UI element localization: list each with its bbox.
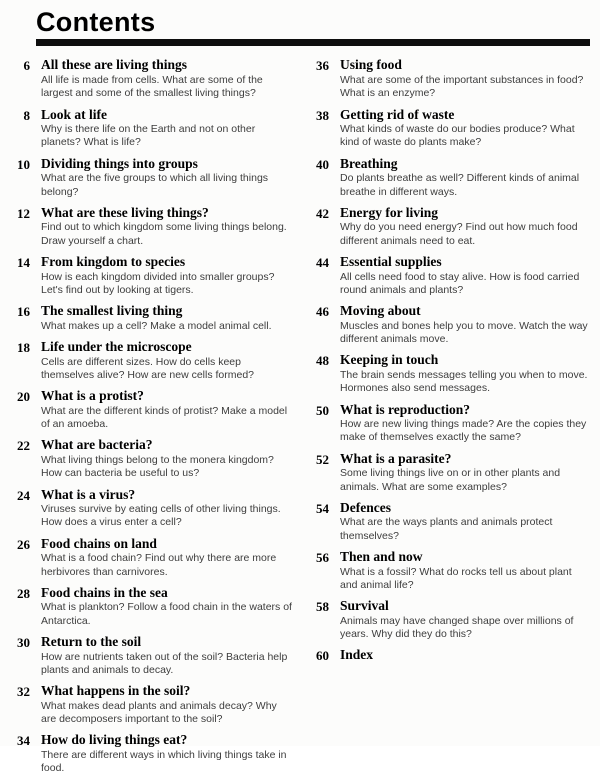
toc-entry-description: What are the different kinds of protist? Make a model of an amoeba. (41, 404, 288, 431)
toc-entry (8, 388, 293, 431)
toc-entry-description: What makes up a cell? Make a model animal cell. (41, 319, 272, 332)
toc-entry-body (41, 254, 293, 297)
toc-entry (8, 339, 293, 382)
toc-entry-description: What is a fossil? What do rocks tell us about plant and animal life? (340, 565, 572, 591)
toc-entry (8, 732, 293, 775)
toc-entry-body (340, 549, 592, 592)
toc-entry (8, 536, 293, 579)
contents-column-right (307, 57, 592, 781)
toc-entry-title: What are these living things? (41, 204, 209, 220)
toc-page-number: 60 (316, 648, 329, 664)
toc-page-number: 20 (17, 389, 30, 405)
toc-entry-body (41, 683, 293, 726)
toc-entry-description: What are the five groups to which all living things belong? (41, 172, 269, 198)
toc-page-number: 36 (316, 58, 329, 74)
toc-entry-title: Getting rid of waste (340, 106, 455, 122)
toc-entry-title: Moving about (340, 303, 421, 319)
toc-entry (8, 683, 293, 726)
toc-entry-body (340, 647, 592, 664)
toc-entry (307, 402, 592, 445)
toc-page-number: 28 (17, 585, 30, 601)
toc-entry-body (340, 402, 592, 445)
toc-entry-description: What kinds of waste do our bodies produce? What kind of waste do plants make? (340, 123, 575, 149)
toc-entry-description: Some living things live on or in other plants and animals. What are some examples? (340, 467, 561, 493)
toc-entry (8, 57, 293, 100)
toc-page-number: 46 (316, 304, 329, 320)
toc-page-number: 52 (316, 451, 329, 467)
toc-entry-description: The brain sends messages telling you when to move. Hormones also send messages. (340, 368, 588, 395)
toc-entry-title: How do living things eat? (41, 732, 188, 748)
toc-entry-description: What is plankton? Follow a food chain in the waters of Antarctica. (41, 601, 292, 627)
toc-entry-description: Why do you need energy? Find out how much food different animals need to eat. (340, 221, 578, 247)
toc-entry-title: Using food (340, 57, 402, 73)
toc-entry-body (41, 339, 293, 382)
toc-entry-description: Find out to which kingdom some living things belong. Draw yourself a chart. (41, 221, 287, 247)
contents-column-left (8, 57, 293, 781)
toc-page-number: 12 (17, 205, 30, 221)
toc-entry-body (340, 352, 592, 395)
toc-entry-title: The smallest living thing (41, 303, 183, 319)
toc-entry-body (41, 107, 293, 150)
toc-entry-description: Viruses survive by eating cells of other living things. How does a virus enter a cell? (41, 503, 281, 529)
toc-entry (307, 598, 592, 641)
toc-entry-description: What makes dead plants and animals decay? Why are decomposers important to the soil? (41, 699, 277, 726)
toc-entry-title: From kingdom to species (41, 254, 186, 270)
toc-entry (307, 500, 592, 543)
toc-entry-description: What is a food chain? Find out why there are more herbivores than carnivores. (41, 552, 277, 578)
toc-entry-title: Survival (340, 598, 389, 614)
toc-entry-description: There are different ways in which living things take in food. (41, 748, 287, 775)
toc-entry-body (41, 634, 293, 677)
toc-entry-body (41, 487, 293, 530)
toc-entry-body (340, 205, 592, 248)
toc-entry-title: Defences (340, 499, 391, 515)
toc-entry-title: What is reproduction? (340, 401, 471, 417)
toc-entry-title: What are bacteria? (41, 437, 153, 453)
toc-entry-body (340, 451, 592, 494)
toc-entry (307, 205, 592, 248)
toc-entry (307, 303, 592, 346)
toc-entry-body (41, 437, 293, 480)
toc-entry-body (41, 388, 293, 431)
toc-entry-body (340, 57, 592, 100)
toc-page-number: 32 (17, 684, 30, 700)
toc-entry-body (41, 57, 293, 100)
toc-entry-body (340, 107, 592, 150)
toc-page-number: 42 (316, 205, 329, 221)
toc-page-number: 22 (17, 438, 30, 454)
toc-entry-title: What happens in the soil? (41, 683, 191, 699)
toc-entry-title: What is a protist? (41, 388, 144, 404)
toc-entry-description: Why is there life on the Earth and not on other planets? What is life? (41, 123, 256, 149)
toc-entry-description: Cells are different sizes. How do cells keep themselves alive? How are new cells formed? (41, 355, 255, 381)
toc-entry-title: Return to the soil (41, 634, 142, 650)
toc-page-number: 58 (316, 599, 329, 615)
toc-entry-title: Index (340, 647, 374, 663)
toc-entry (8, 585, 293, 628)
toc-page-number: 34 (17, 733, 30, 749)
toc-page-number: 30 (17, 635, 30, 651)
toc-entry-body (41, 536, 293, 579)
toc-entry-title: Then and now (340, 549, 423, 565)
page-header (36, 8, 590, 46)
toc-entry-title: Look at life (41, 106, 107, 122)
toc-entry-body (340, 254, 592, 297)
toc-entry (8, 205, 293, 248)
toc-entry-description: All cells need food to stay alive. How is food carried round animals and plants? (340, 270, 580, 296)
toc-entry-title: All these are living things (41, 57, 188, 73)
toc-page-number: 26 (17, 536, 30, 552)
toc-entry-description: How are new living things made? Are the copies they make of themselves exactly the same? (340, 418, 587, 444)
toc-entry-description: How are nutrients taken out of the soil? Bacteria help plants and animals to decay. (41, 650, 288, 676)
toc-entry (8, 437, 293, 480)
toc-entry-title: Life under the microscope (41, 339, 192, 355)
toc-entry-body (41, 585, 293, 628)
toc-entry-description: Muscles and bones help you to move. Watch the way different animals move. (340, 319, 588, 346)
toc-entry-description: How is each kingdom divided into smaller groups? Let's find out by looking at tigers. (41, 270, 275, 296)
toc-page-number: 54 (316, 500, 329, 516)
toc-entry-description: All life is made from cells. What are some of the largest and some of the smallest living things? (41, 73, 263, 100)
toc-entry (307, 451, 592, 494)
toc-entry-title: Essential supplies (340, 254, 442, 270)
toc-entry-title: Food chains in the sea (41, 584, 168, 600)
toc-entry (307, 549, 592, 592)
toc-entry-body (340, 500, 592, 543)
toc-entry-title: Food chains on land (41, 535, 157, 551)
toc-entry-body (340, 598, 592, 641)
toc-entry-description: What are the ways plants and animals protect themselves? (340, 516, 553, 542)
toc-entry (8, 303, 293, 333)
toc-entry-body (41, 732, 293, 775)
toc-page-number: 14 (17, 255, 30, 271)
toc-entry (8, 487, 293, 530)
toc-page-number: 16 (17, 304, 30, 320)
toc-entry-body (41, 156, 293, 199)
toc-page-number: 38 (316, 107, 329, 123)
toc-page-number: 8 (23, 107, 30, 123)
toc-entry-body (340, 156, 592, 199)
toc-page-number: 56 (316, 550, 329, 566)
toc-page-number: 18 (17, 340, 30, 356)
toc-entry-title: Dividing things into groups (41, 155, 198, 171)
toc-page-number: 24 (17, 487, 30, 503)
toc-entry-title: What is a virus? (41, 486, 136, 502)
toc-entry-body (41, 303, 293, 333)
toc-page-number: 6 (23, 58, 30, 74)
toc-entry-description: Animals may have changed shape over millions of years. Why did they do this? (340, 614, 574, 641)
toc-entry-body (41, 205, 293, 248)
toc-page-number: 10 (17, 156, 30, 172)
toc-page-number: 44 (316, 255, 329, 271)
toc-entry (307, 57, 592, 100)
toc-entry-title: Breathing (340, 155, 398, 171)
toc-entry-title: Energy for living (340, 204, 439, 220)
toc-entry-title: What is a parasite? (340, 450, 452, 466)
toc-entry (307, 647, 592, 664)
toc-entry (8, 107, 293, 150)
toc-entry (8, 156, 293, 199)
toc-entry (307, 352, 592, 395)
toc-page-number: 50 (316, 402, 329, 418)
toc-entry-description: Do plants breathe as well? Different kinds of animal breathe in different ways. (340, 172, 580, 198)
contents-columns (8, 57, 592, 781)
toc-entry (8, 254, 293, 297)
page-title: Contents (36, 7, 156, 37)
toc-entry-title: Keeping in touch (340, 352, 439, 368)
toc-page-number: 40 (316, 156, 329, 172)
toc-entry (307, 254, 592, 297)
title-rule (36, 39, 590, 46)
toc-entry-body (340, 303, 592, 346)
toc-page-number: 48 (316, 353, 329, 369)
toc-entry-description: What are some of the important substances in food? What is an enzyme? (340, 73, 584, 100)
toc-entry (8, 634, 293, 677)
toc-entry-description: What living things belong to the monera kingdom? How can bacteria be useful to us? (41, 453, 274, 480)
toc-entry (307, 107, 592, 150)
toc-entry (307, 156, 592, 199)
